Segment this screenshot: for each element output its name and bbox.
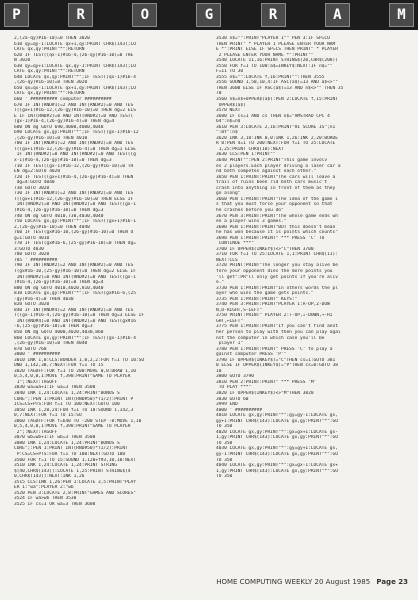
code-line: 3030 wa=wa+1:IF wa=3 THEN 3500 <box>14 385 96 391</box>
code-line: 3640 PRINT"":PEN 2:PRINT"This game involv <box>216 158 328 164</box>
code-line: 3070 wb=wb+1:IF wb=3 THEN 3500 <box>14 435 96 441</box>
code-line: TO 350 <box>216 440 233 446</box>
code-line: THEN 3600 ELSE IF ASC(a$)=13 AND n$<>"" THEN 35 <box>216 85 344 91</box>
code-line: CATE qx,qy:PRINT"*":RETURN <box>14 69 85 75</box>
code-line: 800 ON dg GOTO 4010,4020,810,4040 <box>14 285 104 291</box>
code-line: 640 LOCATE qx,qy:PRINT"*";IF TEST((qx-1)#16-4 <box>14 74 136 80</box>
code-line: )#16-4,(26-gy)#16-10)=0 THEN dg=3 <box>14 207 104 213</box>
code-line: 3810 PEN 2:PRINT:PRINT" *** PRESS 'M' <box>216 379 317 385</box>
code-line: 850 ON dg GOTO 4000,4020,4030,860 <box>14 329 104 335</box>
code-line: E *":PRINT ELSE IF SP=CS THEN PRINT" * PLAYER <box>216 47 338 53</box>
code-line: player 1" <box>216 341 244 347</box>
code-line: EN dg=2:GOTO 4020 <box>14 169 61 175</box>
code-line: T((gx+1)#16-12,(26-gy)#16-4)=0 THEN dg=1 ELSE <box>14 146 136 152</box>
code-line: 'll get":PR"ll only get points if you're aliv <box>216 274 338 280</box>
code-line: INT(RND#2)=0 AND INT(RND#2)=0 AND TEST((gx-1 <box>14 274 136 280</box>
code-line: 730 GOTO 3020 <box>14 185 50 191</box>
code-line: 3000 ' ########## <box>14 352 61 358</box>
code-line: CORE";:PEN 1:PRINT INT(RND#50)*TI/2):PRINT P <box>14 396 134 402</box>
code-line: IF INT(RND#2)=0 AND INT(RND#2)=0 AND TEST((g <box>14 152 136 158</box>
footer-publication: HOME COMPUTING WEEKLY 20 August 1985 <box>216 578 371 586</box>
code-line: ayer who wins the game gets points." <box>216 291 314 297</box>
code-line: 1,gy:PRINT CHR$(143):LOCATE gx,gy:PRINT"*":GO <box>216 468 338 474</box>
code-line: gy+1:PRINT CHR$(143):LOCATE gx,gy:PRINT"*":GO <box>216 418 338 424</box>
code-line: 630 qy=qy+1:LOCATE qx,qy-1:PRINT CHR$(143);LO <box>14 63 136 69</box>
banner-letter-r: R <box>68 3 93 27</box>
code-line: 3600 IF cs=1 AND cs THEN n$="AMSTRAD CPC 4 <box>216 113 330 119</box>
code-line: 3820 IF UPPER$(INKEY$)<>"M"THEN 3820 <box>216 391 314 396</box>
code-line: 770 IF TEST(gx#16-6,(25-gy)#16-10)=0 THEN dg= <box>14 241 136 247</box>
banner-letter-p: P <box>4 3 29 27</box>
code-line: 680 ON dg GOTO 690,4000,4000,4040 <box>14 124 104 130</box>
code-line: ":BY":n$ <box>216 130 238 136</box>
banner-letter-m: M <box>389 3 414 27</box>
code-line: 3515 CLS:INK 1,26:PEN 1:LOCATE 3,5:PRINT"PLAY <box>14 479 136 485</box>
code-line: (gx-1)#16-4,(26-gy)#16-4)=0 THEN dg=4 <box>14 119 115 125</box>
code-line: 3999 END <box>216 402 238 408</box>
code-line: 810 LOCATE gx,gy:PRINT"*";IF TEST(gx#16-6,(25 <box>14 291 136 297</box>
code-line: GHT,←LEFT" <box>216 318 244 324</box>
code-line: NEXT:CLS <box>216 257 238 263</box>
code-line: 720 IF TEST((gx+1)#16-4,(26-gy)#16-4)=0 THEN <box>14 174 134 180</box>
code-line: 0,5,4,0,0,1:MOVE f,398:PRINT"GAME TO PLAYER <box>14 424 131 430</box>
code-line: N 3020 <box>14 58 31 64</box>
code-line: 3555 n$="":LOCATE f,16:PRINT"":THEN 3555 <box>216 74 325 80</box>
code-line: 3040 INK 1,24:LOCATE 1,24:PRINT"BONUS S <box>14 391 120 396</box>
code-line: s that you must force your opponent so that <box>216 202 333 208</box>
code-line: 3550 FOR f=1 TO 100:a$=INKEY$:NEXT:IF n$="" <box>216 63 333 69</box>
code-line: TO 350 <box>216 474 233 480</box>
code-line: -gy)#16-4)=0 THEN 4030 <box>14 296 74 302</box>
code-line: 750 LOCATE gx,gy:PRINT"*";IF TEST((gx+1)#16-1 <box>14 219 136 225</box>
code-line: CATE qx,qy:PRINT"*":RETURN <box>14 47 85 53</box>
code-line: T((gx-1)#16-4,(26-gy)#16-10)=0 THEN dg=3 ELSE IF <box>14 313 145 319</box>
code-line: 4000 ' ########## <box>216 407 263 413</box>
code-line: 840 IF INT(RND#4)=2 AND INT(RND#2)=0 AND TES <box>14 307 134 313</box>
code-line: 0,CHR$(143)):NEXT:INK 1,26 <box>14 474 85 480</box>
code-line: 760 IF TEST(gx#16-10,(26-gy)#16-10)=0 THEN d <box>14 230 134 236</box>
code-line: CATE qx,qy:PRINT"*":RETURN <box>14 91 85 97</box>
code-line: 3500 FOR f=1 TO 15:SOUND 1,120+f#3,10,10:NEXT <box>14 457 136 463</box>
code-line: 610 qy=qy-1:LOCATE qx+1,qy:PRINT CHR$(143);LO <box>14 41 136 47</box>
code-line: x-1)#16-4,(26-gy)#16-10)=0 THEN dg=3 <box>14 158 112 164</box>
code-line: T((gx+1)#16-12,(26-gy)#16-10)=0 THEN ELSE IF <box>14 196 134 202</box>
code-line: 64":n$=n$ <box>216 119 241 125</box>
code-line: N,D-RIGHT,S-LEFT" <box>216 307 263 313</box>
code-line: crash into anything in front of them as they <box>216 185 336 191</box>
code-line: 3720 PRINT:PRINT"The longer you stay alive be <box>216 263 338 269</box>
code-line: 690 LOCATE gx,gy:PRINT"*";IF TEST((gx-1)#16-12 <box>14 130 139 136</box>
code-line: g=1:GOTO 4010 <box>14 235 50 241</box>
code-line: 3570 NEXT <box>216 108 241 114</box>
listing-left-column <box>14 36 206 571</box>
code-line: 3670 PEN 3:PRINT:PRINT"The whole game ends wh <box>216 213 338 219</box>
code-line: fore your opponent dies the more points you <box>216 268 333 274</box>
code-line: ICS=CS+PTS:FOR f=1 TO 100:NEXT:GOTO 100 <box>14 402 120 408</box>
code-line: F=11 TO 30 <box>216 69 244 75</box>
code-line: E IF INT(RND#2)=0 AND INT(RND#2)=0 AND TEST( <box>14 113 134 119</box>
code-line: 3560 n$=n$+UPPER$(a$):PEN 2:LOCATE f,15:PRINT <box>216 97 338 103</box>
code-line: 3:GOTO 4030 <box>14 246 44 252</box>
code-line: TO 350 <box>216 457 233 463</box>
code-line: 1,gy:PRINT CHR$(143):LOCATE gx,gy:PRINT"*":GO <box>216 435 338 441</box>
code-line: 3710 FOR f=1 TO 25:LOCATE 1,1:PRINT CHR$(11): <box>216 252 338 258</box>
code-line: 2,(2a-qy)#16-10)=0 THEN 3020 <box>14 36 90 41</box>
code-line: 3050 INK 1,20,24:FOR f=1 TO 10:SOUND 1,142,3 <box>14 407 134 413</box>
code-line: gainst computer PRESS 'P'" <box>216 352 287 358</box>
code-line: 620 IF TEST((qx-1)#16-4,(26-qy)#16-10)=0 THE <box>14 52 134 58</box>
code-line: R 0:PEN 4=1 TO 200:NEXT:FOR f=1 TO 25:LOCATE <box>216 141 336 147</box>
code-line: -6,(25-gy)#16-10)=0 THEN dg=3 <box>14 324 93 330</box>
code-line: 0,5,4,0,0,1:MOVE f,398:PRINT"GAME TO PLAYER <box>14 374 131 380</box>
code-line: gy-1:PRINT CHR$(143):LOCATE gx,gy:PRINT"*":GO <box>216 452 338 458</box>
code-line: 3740 PEN 3:PRINT:PRINT"PLAYER 1:A-UP,Z-DOW <box>216 302 330 308</box>
code-line: 860 LOCATE gx,gy:PRINT"*";IF TEST((gx-1)#16-4 <box>14 335 136 341</box>
code-line: 730 IF INT(RND#1)=2 AND INT(RND#2)=0 AND TES <box>14 191 134 197</box>
code-line: en a player wins 3 games." <box>216 219 287 225</box>
code-line: TO 350 <box>216 424 233 430</box>
code-line: 3700 IF UPPER$(INKEY$)<>"C"THEN 3700 <box>216 246 314 252</box>
code-line: go along" <box>216 191 241 197</box>
code-line: T((gx+1)#16-12,(26-gy)#16-10)=0 THEN dg=2 ELS <box>14 108 136 114</box>
banner-letter-g: G <box>196 3 221 27</box>
code-line: 3520 PEN 3:LOCATE 2,8:PRINT"GAMES AND SCORES" <box>14 490 136 496</box>
code-line: CORE";:PEN 1:PRINT INT(RND#50)*TI/2):PRINT <box>14 446 128 452</box>
code-line: 3800 GOTO 3790 <box>216 374 254 380</box>
code-line: ER 1:"wa":PLAYER 2:"wb <box>14 485 74 491</box>
code-line: 3010 INK 1,0:CLS:BORDER 1,0,2,2:FOR f=1 TO 10:SO <box>14 357 145 363</box>
code-line: 870 GOTO 760 <box>14 346 47 352</box>
code-line: nst the computer in which case you'll be <box>216 335 325 341</box>
code-line: he crashes before you do" <box>216 207 284 213</box>
code-line: THEN PRINT" * PLAYER 1 PLEASE ENTER YOUR NAM <box>216 41 336 47</box>
code-line: 3730 PEN 1:PRINT:PRINT"In others words the pl <box>216 285 338 291</box>
code-line: 4040 LOCATE gx,gy:PRINT"*":gx=gx-1:LOCATE gx+ <box>216 463 338 469</box>
code-line: 740 ON dg GOTO 4010,730,4030,4040 <box>14 213 104 219</box>
code-line: 3630 CLS:PEN 1:PRINT"" <box>216 152 276 158</box>
listing-right-column <box>216 36 406 571</box>
code-line: 1";:NEXT:TAGOFF <box>14 379 58 385</box>
code-line: ,(26-gy)#16-10)=0 THEN 4010 <box>14 135 88 141</box>
code-line: 3750 PRINT:PRINT" PLAYER 2:↑-UP,↓-DOWN,→-RI <box>216 313 333 319</box>
code-line: 3830 GOTO 60 <box>216 396 249 402</box>
code-line: 2 PLEASE ENTER YOUR NAME *":PRINT"" <box>216 52 314 58</box>
code-line: es 2 players.Each player driving a laser car a <box>216 163 341 169</box>
code-line: 3775 PEN 1:PRINT:PRINT"If you can't find anot <box>216 324 338 330</box>
code-line: 3620 INK 3,18:INK 0,0:INK 1,26:INK 2,20:BORDE <box>216 135 338 141</box>
code-line: 790 IF INT(RND#2)=2 AND INT(RND#2)=0 AND TES <box>14 263 134 269</box>
code-line: he has won because it is points which counts" <box>216 230 338 236</box>
code-line: 3610 PEN 3:LOCATE 2,16:PRINT"HI SCORE IS";n1 <box>216 124 336 130</box>
footer-page-number: Page 23 <box>376 578 408 586</box>
banner-letter-o: O <box>132 3 157 27</box>
code-line: e." <box>216 280 225 286</box>
code-line: 1,25:PRINT CHR$(10):NEXT <box>216 146 284 152</box>
code-line: 785 ' ########## <box>14 257 58 263</box>
code-line: CONTINUE ***" <box>216 241 254 247</box>
code-line: 3510 INK 1,24:LOCATE 1,24:PRINT STRING <box>14 463 117 469</box>
code-line: )#16-4,(26-gy)#16-10)=0 THEN dg=4 <box>14 280 104 286</box>
code-line: 3660 PEN 1:PRINT:PRINT"The idea of the game i <box>216 196 338 202</box>
code-line: 0 ELSE IF UPPER$(INKEY$)="P"THEN cs=0:GOTO 38 <box>216 363 338 369</box>
code-line: 780 GOTO 3020 <box>14 252 50 258</box>
code-line: 4030 LOCATE gx,gy:PRINT"*":gy=gy+1:LOCATE gx, <box>216 446 338 452</box>
code-line: 650 qx=qx-1:LOCATE qx+1,qy:PRINT CHR$(143);LO <box>14 85 136 91</box>
code-line: INT(RND#4)=0 AND INT(RND#2)=0 AND TEST(gx#16 <box>14 318 136 324</box>
code-line: 3690 PEN 1:PRINT:PRINT" *** PRESS 'C' TO <box>216 235 325 241</box>
code-line: INT(RND#2)=0 AND INT(RND#2)=0 AND TEST((gx-1 <box>14 202 136 208</box>
code-line: 2,(26-gy)#16-10)=0 THEN 4040 <box>14 224 90 230</box>
code-line: 3530 n$="":PRINT"PLAYER 1"" PEN 3:IF SP=CO <box>216 36 330 41</box>
code-line: 3780 PEN 1:PRINT:PRINT" PRESS 'C' to play a <box>216 346 333 352</box>
code-line: 4010 LOCATE gx,gy:PRINT"*":gy=gy-1:LOCATE gx, <box>216 413 338 419</box>
code-line: 10 <box>216 368 222 374</box>
code-line: UND 1,142,30,7:NEXT:FOR f=1 TO 15 <box>14 363 104 369</box>
banner-letter-a: A <box>325 3 350 27</box>
code-line: P:CS=CS+PTS:FOR f=1 TO 100:NEXT:GOTO 100 <box>14 452 126 458</box>
code-line: trail of ruins been rid both cars music't <box>216 180 328 186</box>
code-line: 660 ' ########## computer ########## <box>14 97 112 103</box>
code-line: 3080 INK 1,24:LOCATE 1,24:PRINT"BONUS S <box>14 440 120 446</box>
code-line: 70 <box>216 91 222 97</box>
code-line: 820 GOTO 3020 <box>14 302 50 308</box>
banner-letter-r2: R <box>261 3 286 27</box>
code-line: 3650 PEN 1:PRINT:PRINT"The cars will leave a <box>216 174 336 180</box>
code-line: her person to play with then you can play agai <box>216 329 341 335</box>
code-line: 2";:NEXT:TAGOFF <box>14 429 58 435</box>
code-line: 4020 LOCATE gx,gy:PRINT"*":gx=gx+1:LOCATE gx- <box>216 429 338 435</box>
code-line: 3060 TAGOFF:FOR f=640 TO -200 STEP -8:MOVE 1,10 <box>14 418 142 424</box>
code-line: nd both competes against each other." <box>216 169 317 175</box>
page-footer <box>0 578 408 586</box>
code-line: 3525 IF cs=1 OR wa=3 THEN 3600 <box>14 501 96 507</box>
code-line: 3020 TAGOFF:FOR f=1 TO 200:MOVE 0,0:DRAW 1,10 <box>14 368 136 374</box>
code-line: $(40,CHR$(143)):LOCATE 1,25:PRINT STRING$(4 <box>14 468 131 474</box>
code-line: 0,7:NEXT:FOR f=1 TO 15:SO <box>14 413 82 419</box>
code-line: 3540 LOCATE 11,16:PRINT STRING$(20,CHR$(208)) <box>216 58 338 64</box>
code-line: ,(26-qy)#16-10)=0 THEN 3020 <box>14 80 88 86</box>
code-line: 670 IF INT(RND#1)=2 AND INT(RND#2)=0 AND TES <box>14 102 134 108</box>
code-line: 3735 PEN 1:PRINT:PRINT" KEYS:" <box>216 296 298 302</box>
program-banner <box>0 0 418 30</box>
code-line: 710 IF TEST((gx-1)#16-12,(26-gy)#16-10)=0 TH <box>14 163 134 169</box>
code-line: 3556 SOUND 1,50,10,4:IF ASC(a$)=13 AND a$<>"" <box>216 80 338 86</box>
code-line: 700 IF INT(RND#1)=2 AND INT(RND#2)=0 AND TES <box>14 141 134 147</box>
code-line: UPPER$(a$) <box>216 102 246 108</box>
code-line: 3680 PEN 1:PRINT:PRINT"BUT this doesn't mean <box>216 224 336 230</box>
code-line: 3524 IF wa>wb THEN 3530 <box>14 496 77 502</box>
code-line: TO PLAY ***" <box>216 385 252 391</box>
code-line: ,(26-gy)#16-10)=0 THEN 4040 <box>14 341 88 347</box>
code-line: T(gx#16-10,(25-gy)#16-10)=0 THEN dg=2 ELSE IF <box>14 268 136 274</box>
code-line: dg=4:GOTO 4040 <box>14 180 55 186</box>
code-line: 3790 IF UPPER$(INKEY$)="C"THEN cs=1:GOTO 381 <box>216 357 336 363</box>
